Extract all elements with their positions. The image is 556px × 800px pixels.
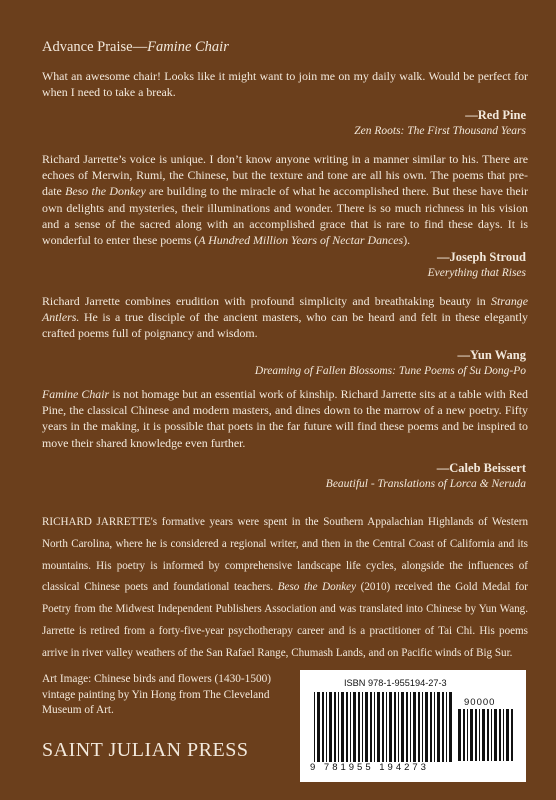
barcode-bar: [350, 692, 351, 762]
barcode-bar: [382, 692, 384, 762]
heading-prefix: Advance Praise—: [42, 39, 148, 55]
barcode-bar: [442, 692, 444, 762]
barcode-bar: [491, 709, 492, 761]
barcode-bar: [463, 709, 465, 761]
attribution-work: Zen Roots: The First Thousand Years: [354, 125, 526, 137]
isbn-label: ISBN 978-1-955194-27-3: [344, 678, 447, 688]
barcode-bar: [430, 692, 432, 762]
barcode-bar: [410, 692, 411, 762]
attribution-work: Dreaming of Fallen Blossoms: Tune Poems of Su Dong-Po: [254, 365, 526, 377]
barcode-bar: [365, 692, 368, 762]
quote-title: Beso the Donkey: [65, 184, 146, 199]
barcode-bar: [418, 692, 420, 762]
author-bio: [42, 512, 528, 665]
isbn-barcode: [300, 670, 526, 782]
quote-text: ).: [403, 233, 411, 248]
attribution-work: Everything that Rises: [427, 267, 526, 279]
barcode-bar: [406, 692, 408, 762]
barcode-bar: [511, 709, 513, 761]
barcode-bar: [467, 709, 468, 761]
barcode-bar: [377, 692, 380, 762]
barcode-bar: [329, 692, 332, 762]
quote-title: A Hundred Million Years of Nectar Dances: [198, 233, 404, 248]
attribution-name: —Red Pine: [465, 108, 526, 122]
price-code: 90000: [464, 697, 496, 708]
barcode-bar: [479, 709, 480, 761]
barcode-bar: [425, 692, 428, 762]
barcode-bar: [374, 692, 375, 762]
barcode-bar: [362, 692, 363, 762]
barcode-bar: [334, 692, 336, 762]
barcode-bar: [353, 692, 356, 762]
barcode-bar: [446, 692, 447, 762]
barcode-bar: [338, 692, 339, 762]
quote-text: are building to the miracle of what he accomplished there. But these have their own delights and mysteries, their illuminations and wonder. There is so much richness in his vision and a sense of the sacred along with an accomplished grace that is rare to find these days. It is wonderful to enter these poems (: [42, 184, 528, 248]
barcode-bar: [317, 692, 320, 762]
barcode-bar: [341, 692, 344, 762]
barcode-bar: [346, 692, 348, 762]
art-credit: Art Image: Chinese birds and flowers (1430-1500) vintage painting by Yin Hong from The Cleveland Museum of Art.: [42, 673, 272, 717]
attribution-name: —Joseph Stroud: [436, 250, 526, 264]
barcode-bar: [437, 692, 440, 762]
barcode-bars: [314, 692, 452, 762]
barcode-bar: [358, 692, 360, 762]
praise-quote-4: [42, 386, 528, 451]
barcode-bar: [449, 692, 452, 762]
barcode-bar: [326, 692, 327, 762]
barcode-bar: [482, 709, 485, 761]
barcode-bar: [499, 709, 501, 761]
barcode-bar: [401, 692, 404, 762]
barcode-bar: [394, 692, 396, 762]
barcode-bar: [322, 692, 324, 762]
bio-text: RICHARD JARRETTE's formative years were spent in the Southern Appalachian Highlands of Western North Carolina, where he is considered a regional writer, and then in the Central Coast of California and its mountains. His poetry is informed by comprehensive landscape life cycles, alongside the influences of classical Chinese poets and foundational teachers.: [42, 516, 528, 594]
quote-text: is not homage but an essential work of kinship. Richard Jarrette sits at a table with Red Pine, the classical Chinese and modern masters, and dines down to the marrow of a new poetry. Fifty years in the making, it is possible that poets in the far future will find these poems and be inspired to move their shared knowledge even further.: [42, 387, 528, 450]
barcode-bar: [370, 692, 372, 762]
praise-attribution-1: [354, 107, 526, 139]
heading-title: Famine Chair: [147, 39, 229, 55]
barcode-bar: [398, 692, 399, 762]
publisher-logo: SAINT JULIAN PRESS: [42, 739, 249, 761]
attribution-work: Beautiful - Translations of Lorca & Neruda: [325, 478, 526, 490]
barcode-bar: [422, 692, 423, 762]
barcode-bar: [503, 709, 504, 761]
barcode-addon-bars: [458, 709, 514, 761]
praise-quote-3: [42, 293, 528, 342]
praise-attribution-4: [326, 460, 526, 492]
quote-text: He is a true disciple of the ancient masters, who can be heard and felt in these elegantly crafted poems full of poignancy and wisdom.: [42, 310, 528, 341]
bio-book-title: Beso the Donkey: [277, 581, 357, 594]
bio-text: (2010) received the Gold Medal for Poetry from the Midwest Independent Publishers Association and was translated into Chinese by Yun Wang. Jarrette is retired from a forty-five-year psychotherapy career and is a practitioner of Tai Chi. His poems arrive in river valley weathers of the San Rafael Range, Chumash Lands, and on Pacific winds of Big Sur.: [42, 581, 528, 659]
barcode-bar: [413, 692, 416, 762]
barcode-bar: [458, 709, 461, 761]
barcode-bar: [434, 692, 435, 762]
barcode-bar: [475, 709, 477, 761]
attribution-name: —Yun Wang: [457, 348, 526, 362]
barcode-number: 9 781955 194273: [310, 762, 429, 773]
attribution-name: —Caleb Beissert: [436, 461, 526, 475]
barcode-bar: [506, 709, 509, 761]
page-heading: [42, 39, 229, 56]
barcode-bar: [494, 709, 497, 761]
barcode-bar: [487, 709, 489, 761]
praise-quote-2: [42, 151, 528, 248]
quote-text: What an awesome chair! Looks like it might want to join me on my daily walk. Would be perfect for when I need to take a break.: [42, 69, 528, 100]
quote-text: Richard Jarrette’s voice is unique. I don’t know anyone writing in a manner similar to his. There are echoes of Merwin, Rumi, the Chinese, but the texture and tone are all his own. The poems that pre-date: [42, 152, 528, 199]
barcode-bar: [389, 692, 392, 762]
barcode-bar: [386, 692, 387, 762]
praise-attribution-3: [255, 347, 526, 379]
praise-attribution-2: [428, 249, 526, 281]
praise-quote-1: [42, 68, 528, 100]
quote-title: Famine Chair: [42, 387, 110, 401]
barcode-bar: [470, 709, 473, 761]
quote-title: Strange Antlers.: [42, 294, 528, 325]
quote-text: Richard Jarrette combines erudition with profound simplicity and breathtaking beauty in: [42, 294, 491, 308]
barcode-bar: [314, 692, 315, 762]
